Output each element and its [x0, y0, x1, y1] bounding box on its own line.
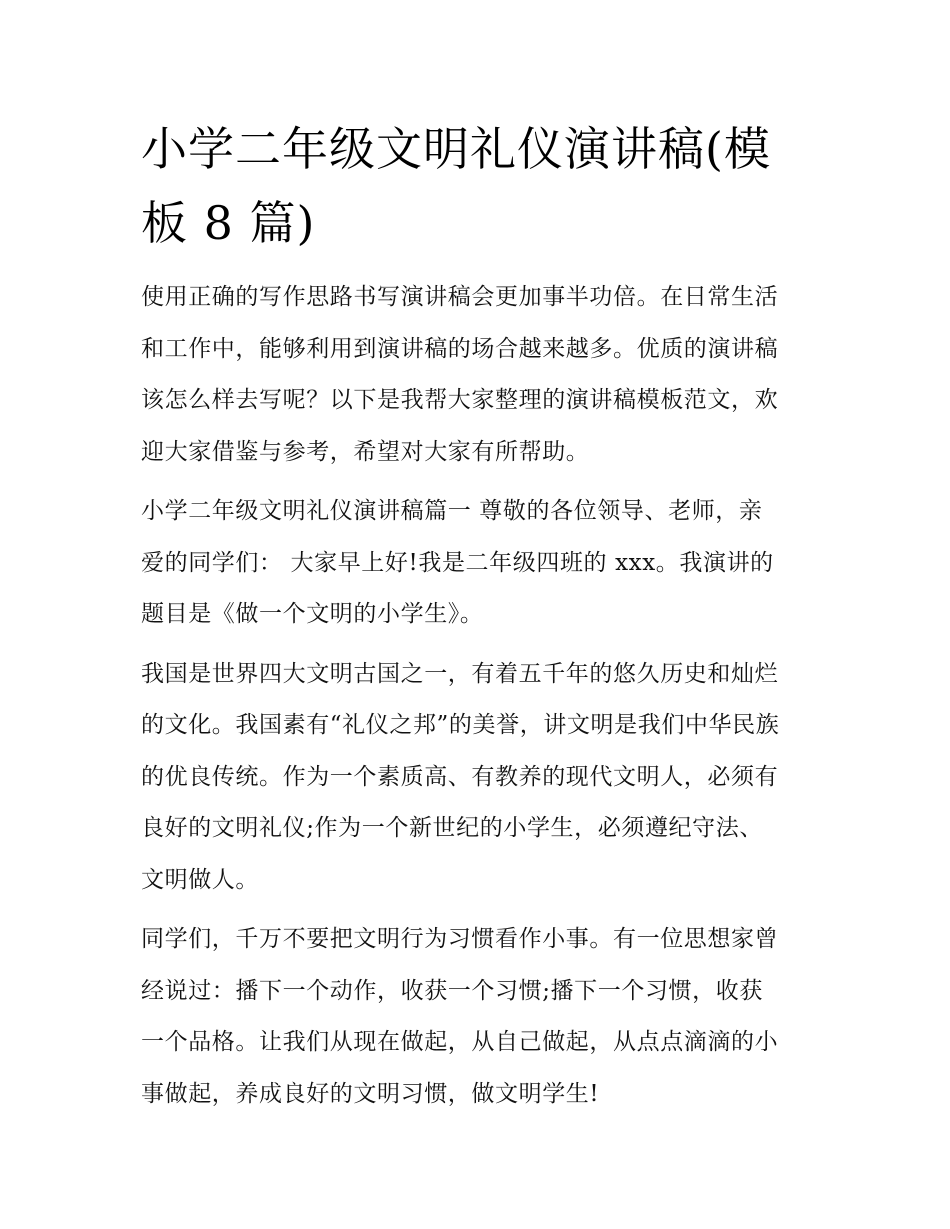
text-line: 该怎么样去写呢？以下是我帮大家整理的演讲稿模板范文，欢: [141, 387, 779, 413]
text-line: 题目是《做一个文明的小学生》。: [141, 601, 484, 627]
intro-paragraph: [141, 272, 821, 478]
title-line: 小学二年级文明礼仪演讲稿(模: [141, 122, 771, 176]
text-line: 同学们，千万不要把文明行为习惯看作小事。有一位思想家曾: [141, 926, 779, 952]
text-line: 小学二年级文明礼仪演讲稿篇一 尊敬的各位领导、老师，亲: [141, 498, 763, 524]
text-line: 使用正确的写作思路书写演讲稿会更加事半功倍。在日常生活: [141, 284, 779, 310]
title-line: 板 8 篇): [141, 196, 316, 250]
text-line: 迎大家借鉴与参考，希望对大家有所帮助。: [141, 438, 590, 465]
page-title: [141, 112, 821, 260]
body-paragraph: [141, 649, 821, 907]
text-line: 的优良传统。作为一个素质高、有教养的现代文明人，必须有: [141, 763, 779, 790]
text-line: 良好的文明礼仪;作为一个新世纪的小学生，必须遵纪守法、: [141, 815, 763, 841]
text-line: 我国是世界四大文明古国之一，有着五千年的悠久历史和灿烂: [141, 660, 779, 687]
text-line: 事做起，养成良好的文明习惯，做文明学生!: [141, 1080, 600, 1107]
text-line: 经说过：播下一个动作，收获一个习惯;播下一个习惯，收获: [141, 977, 763, 1004]
text-line: 和工作中，能够利用到演讲稿的场合越来越多。优质的演讲稿: [141, 335, 779, 362]
text-line: 文明做人。: [141, 866, 259, 893]
text-line: 一个品格。让我们从现在做起，从自己做起，从点点滴滴的小: [141, 1029, 779, 1055]
text-line: 的文化。我国素有“礼仪之邦”的美誉，讲文明是我们中华民族: [141, 712, 780, 738]
text-line: 爱的同学们： 大家早上好!我是二年级四班的 xxx。我演讲的: [141, 549, 774, 576]
speech-opening-paragraph: [141, 486, 821, 641]
document-body: [141, 112, 821, 1120]
body-paragraph: [141, 914, 821, 1120]
